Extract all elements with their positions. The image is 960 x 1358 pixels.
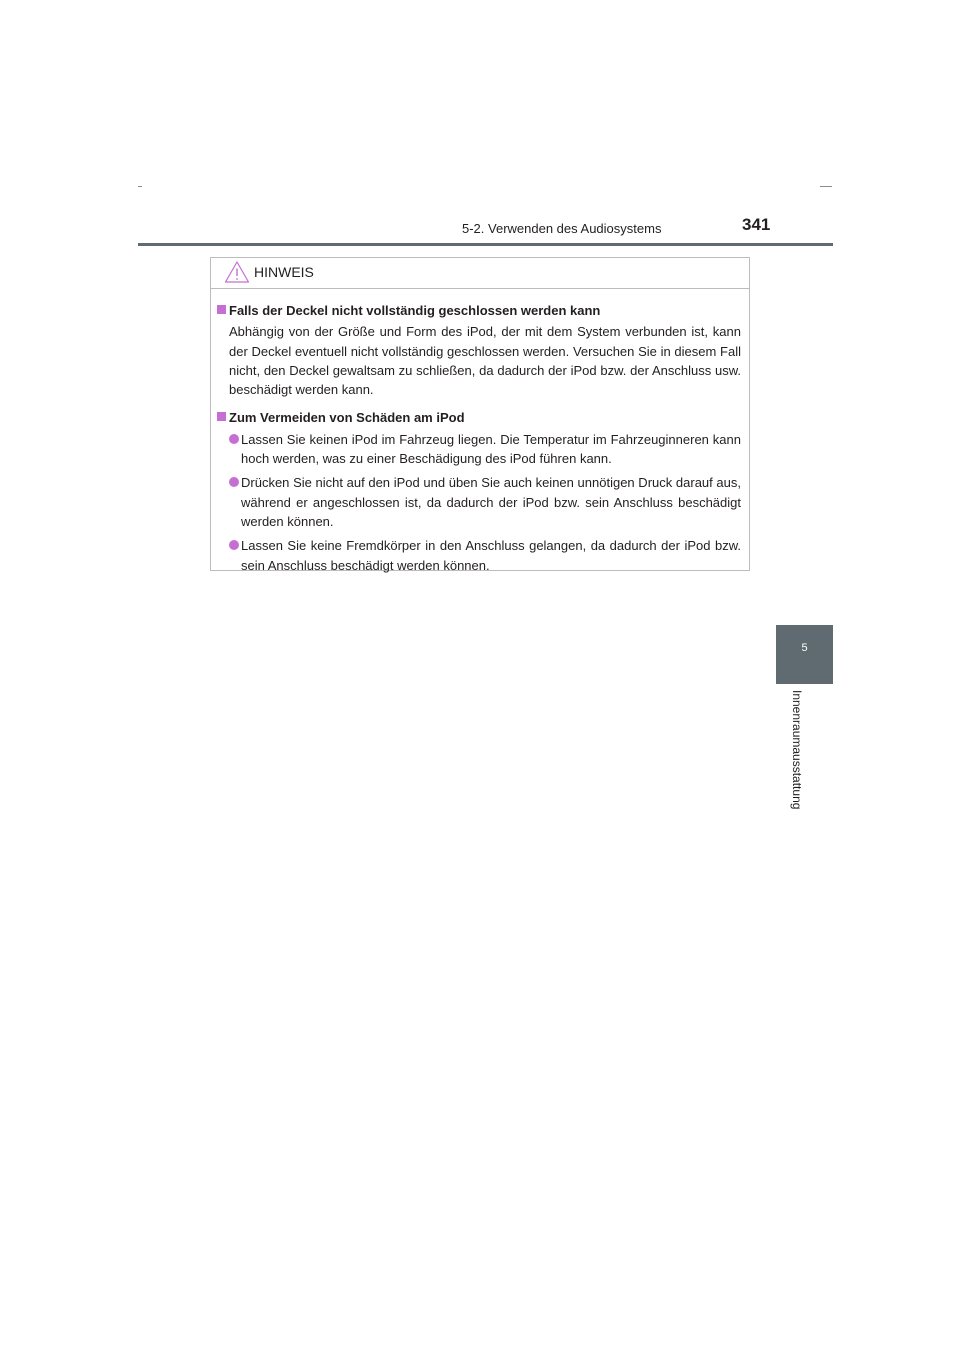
section-heading — [217, 301, 741, 320]
chapter-number: 5 — [801, 642, 808, 654]
header-rule — [138, 243, 833, 246]
notice-body — [211, 289, 749, 575]
section-heading — [217, 408, 741, 427]
list-item — [217, 473, 741, 531]
chapter-title-vertical: Innenraumausstattung — [790, 690, 804, 810]
list-item — [217, 430, 741, 469]
square-bullet-icon — [217, 305, 226, 314]
list-item-text: Lassen Sie keine Fremdkörper in den Anschluss gelangen, da dadurch der iPod bzw. sein Anschluss beschädigt werden können. — [241, 538, 741, 573]
list-item-text: Drücken Sie nicht auf den iPod und üben Sie auch keinen unnötigen Druck darauf aus, während er angeschlossen ist, da dadurch der iPod bzw. sein Anschluss beschädigt werden können. — [241, 475, 741, 529]
chapter-tab — [776, 625, 833, 684]
section-paragraph: Abhängig von der Größe und Form des iPod, der mit dem System verbunden ist, kann der Deckel eventuell nicht vollständig geschlossen werden. Versuchen Sie in diesem Fall nicht, den Deckel gewaltsam zu schließen, da dadurch der iPod bzw. der Anschluss usw. beschädigt werden kann. — [229, 324, 741, 398]
section-heading-text: Zum Vermeiden von Schäden am iPod — [229, 410, 465, 426]
section-heading-text: Falls der Deckel nicht vollständig geschlossen werden kann — [229, 303, 601, 318]
notice-box — [210, 257, 750, 571]
crop-mark-left — [138, 186, 142, 187]
circle-bullet-icon — [229, 434, 239, 444]
circle-bullet-icon — [229, 477, 239, 487]
square-bullet-icon — [217, 412, 226, 421]
crop-mark-right — [820, 186, 832, 187]
page-number: 341 — [742, 215, 771, 234]
header-section-title: 5-2. Verwenden des Audiosystems — [462, 221, 662, 236]
list-item — [217, 536, 741, 575]
warning-triangle-icon — [224, 260, 250, 284]
list-item-text: Lassen Sie keinen iPod im Fahrzeug liegen. Die Temperatur im Fahrzeuginneren kann hoch werden, was zu einer Beschädigung des iPod führen kann. — [241, 431, 741, 467]
notice-title: HINWEIS — [254, 264, 314, 280]
notice-header — [211, 258, 749, 289]
circle-bullet-icon — [229, 540, 239, 550]
